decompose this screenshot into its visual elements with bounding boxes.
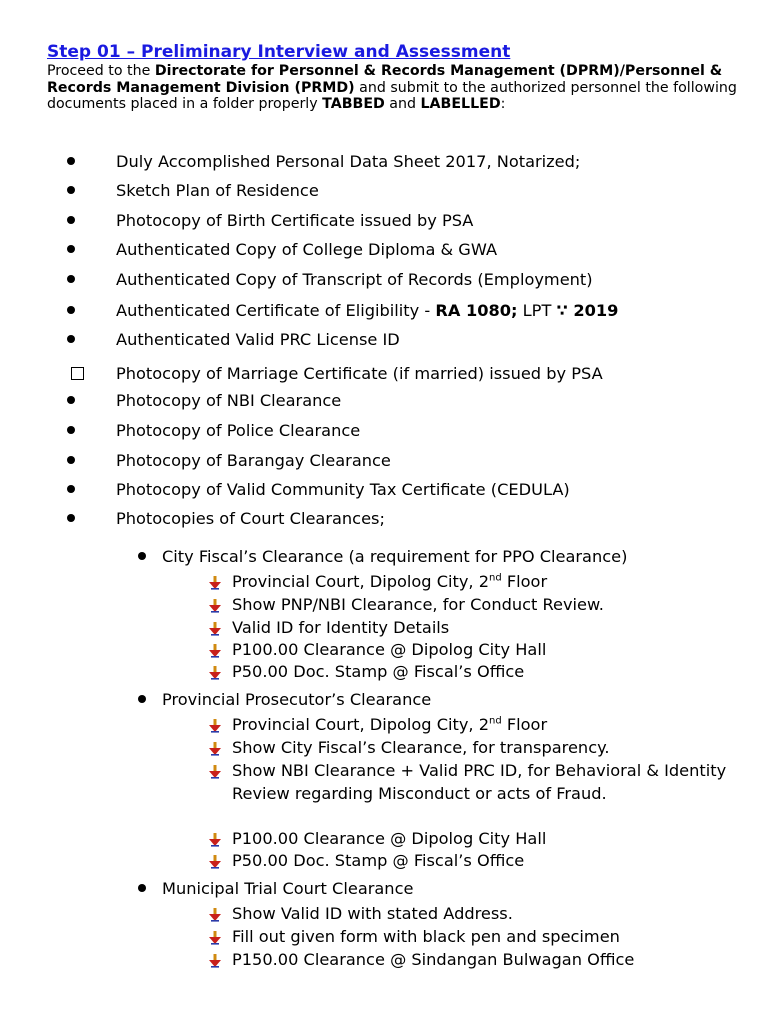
bullet-icon (67, 335, 75, 343)
list-item: Authenticated Copy of Transcript of Records (Employment) (0, 269, 768, 291)
arrow-down-icon (209, 742, 221, 756)
list-item: Photocopy of Police Clearance (0, 420, 768, 442)
arrow-down-icon (209, 666, 221, 680)
bullet-icon (67, 216, 75, 224)
arrow-down-icon (209, 931, 221, 945)
intro-directorate: Directorate for Personnel & Records Management (DPRM)/Personnel & Records Management Division (PRMD) (47, 63, 723, 96)
arrow-down-icon (209, 644, 221, 658)
list-item: Photocopy of NBI Clearance (0, 390, 768, 412)
bullet-icon (67, 426, 75, 434)
bullet-icon (138, 552, 146, 560)
arrow-down-icon (209, 833, 221, 847)
bullet-icon (67, 157, 75, 165)
arrow-down-icon (209, 576, 221, 590)
bullet-icon (138, 695, 146, 703)
document-page: Step 01 – Preliminary Interview and Assessment Proceed to the Directorate for Personnel & Records Management (DPRM)/Personnel & Records Management Division (PRMD) and submit to the authorized personnel the following documents placed in a folder properly TABBED and LABELLED: Duly Accomplished Personal Data Sheet 2017, Notarized; Sketch Plan of Residence Photocopy of Birth Certificate issued by PSA Authenticated Copy of College Diploma & GWA Authenticated Copy of Transcript of Records (Employment) Authenticated Certificate of Eligibility - RA 1080; LPT ∵ 2019 Authenticated Valid PRC License ID Photocopy of Marriage Certificate (if married) issued by PSA Photocopy of NBI Clearance Photocopy of Police Clearance Photocopy of Barangay Clearance Photocopy of Valid Community Tax Certificate (CEDULA) Photocopies of Court Clearances; City Fiscal’s Clearance (a requirement for PPO Clearance) Provincial Court, Dipolog City, 2nd Floor Show PNP/NBI Clearance, for Conduct Review. Valid ID for Identity Details P100.00 Clearance @ Dipolog City Hall P50.00 Doc. Stamp @ Fiscal’s Office Provincial Prosecutor’s Clearance Provincial Court, Dipolog City, 2nd Floor Show City Fiscal’s Clearance, for transparency. Show NBI Clearance + Valid PRC ID, for Behavioral & Identity Review regarding Misconduct or acts of Fraud. P100.00 Clearance @ Dipolog City Hall P50.00 Doc. Stamp @ Fiscal’s Office Municipal Trial Court Clearance Show Valid ID with stated Address. Fill out given form with black pen and specimen P150.00 Clearance @ Sindangan Bulwagan Office (0, 0, 768, 1024)
bullet-icon (67, 186, 75, 194)
list-item: Authenticated Copy of College Diploma & GWA (0, 239, 768, 261)
arrow-down-icon (209, 954, 221, 968)
arrow-down-icon (209, 855, 221, 869)
list-item: Sketch Plan of Residence (0, 180, 768, 202)
list-item: Authenticated Valid PRC License ID (0, 329, 768, 351)
bullet-icon (67, 275, 75, 283)
intro-labelled: LABELLED (420, 96, 501, 112)
checkbox-icon (71, 367, 84, 380)
arrow-down-icon (209, 719, 221, 733)
list-item-eligibility: Authenticated Certificate of Eligibility - RA 1080; LPT ∵ 2019 (0, 300, 768, 322)
list-item-marriage: Photocopy of Marriage Certificate (if married) issued by PSA (0, 363, 768, 385)
bullet-icon (67, 245, 75, 253)
list-item: Duly Accomplished Personal Data Sheet 2017, Notarized; (0, 151, 768, 173)
bullet-icon (67, 456, 75, 464)
intro-paragraph: Proceed to the Directorate for Personnel & Records Management (DPRM)/Personnel & Records Management Division (PRMD) and submit to the authorized personnel the following documents placed in a folder properly TABBED and LABELLED: (47, 63, 737, 112)
bullet-icon (67, 306, 75, 314)
arrow-down-icon (209, 622, 221, 636)
arrow-down-icon (209, 765, 221, 779)
list-item: Photocopy of Barangay Clearance (0, 450, 768, 472)
bullet-icon (67, 485, 75, 493)
arrow-down-icon (209, 599, 221, 613)
bullet-icon (67, 396, 75, 404)
bullet-icon (67, 514, 75, 522)
intro-tabbed: TABBED (322, 96, 385, 112)
step-heading: Step 01 – Preliminary Interview and Assessment (47, 42, 511, 62)
because-symbol: ∵ (556, 301, 568, 320)
list-item: Photocopy of Birth Certificate issued by PSA (0, 210, 768, 232)
bullet-icon (138, 884, 146, 892)
list-item: Photocopy of Valid Community Tax Certificate (CEDULA) (0, 479, 768, 501)
arrow-down-icon (209, 908, 221, 922)
list-item: Photocopies of Court Clearances; (0, 508, 768, 530)
